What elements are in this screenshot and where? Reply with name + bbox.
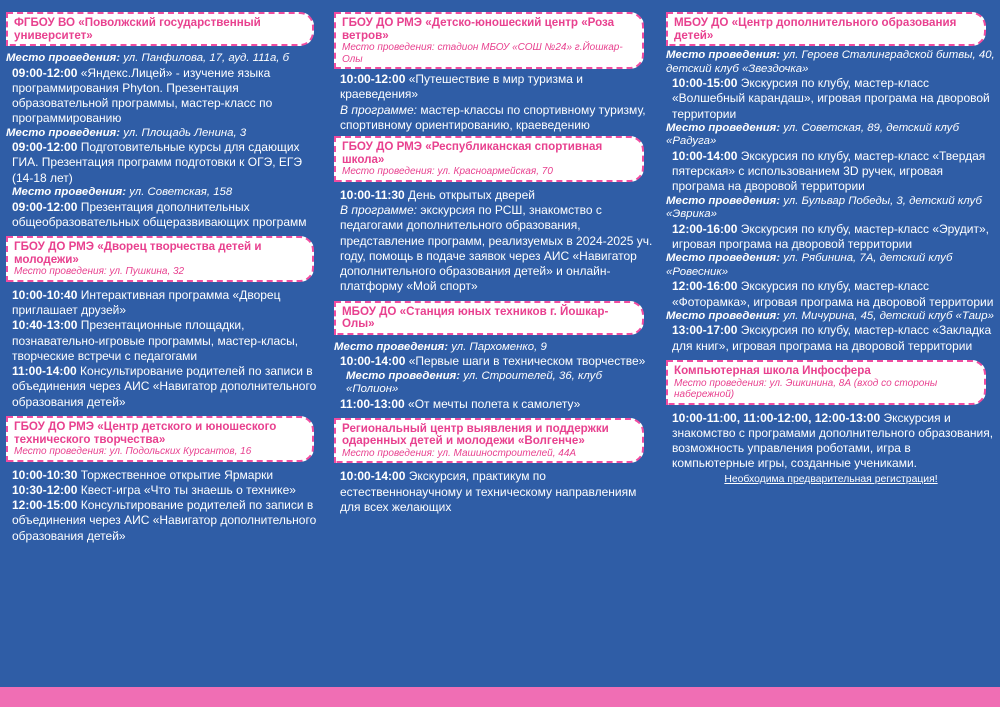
event-item: 10:00-10:40 Интерактивная программа «Дворец приглашает друзей» <box>12 287 281 317</box>
venue-line: Место проведения: ул. Пархоменко, 9 <box>334 340 547 353</box>
org-title: ГБОУ ДО РМЭ «Республиканская спортивная школа» <box>342 140 603 166</box>
org-card-syut <box>334 301 644 335</box>
org-card-roza-vetrov <box>334 12 644 69</box>
event-item: 10:00-14:00 Экскурсия, практикум по естественнонаучному и техническому направлениям для всех желающих <box>340 469 637 514</box>
venue-line: Место проведения: ул. Рябинина, 7А, детский клуб «Ровесник» <box>666 252 953 278</box>
program-line: В программе: мастер-классы по спортивному туризму, спортивному ориентированию, краеведению <box>340 102 646 132</box>
event-item: 10:30-12:00 Квест-игра «Что ты знаешь о технике» <box>12 482 296 497</box>
venue-line: Место проведения: ул. Панфилова, 17, ауд. 111а, б <box>6 52 290 64</box>
org-venue: Место проведения: стадион МБОУ «СОШ №24» г.Йошкар-Олы <box>342 42 623 65</box>
event-item: 10:00-12:00 «Путешествие в мир туризма и краеведения» <box>340 72 583 102</box>
org-venue: Место проведения: ул. Пушкина, 32 <box>14 266 185 278</box>
org-title: Региональный центр выявления и поддержки одаренных детей и молодежи «Волгенче» <box>342 421 609 448</box>
org-card-cdod <box>666 12 986 46</box>
event-item: 13:00-17:00 Экскурсия по клубу, мастер-класс «Закладка для книг», игровая програма на дворовой территории <box>672 323 992 353</box>
org-venue: Место проведения: ул. Эшкинина, 8А (вход со стороны набережной) <box>674 377 938 401</box>
event-item: 12:00-16:00 Экскурсия по клубу, мастер-класс «Фоторамка», игровая програма на дворовой территории <box>672 279 994 309</box>
org-card-infosfera <box>666 360 986 405</box>
bottom-bar <box>0 687 1000 707</box>
venue-line: Место проведения: ул. Героев Сталинградской битвы, 40, детский клуб «Звездочка» <box>666 49 995 75</box>
event-item: 10:00-11:30 День открытых дверей <box>340 187 535 202</box>
venue-line: Место проведения: ул. Бульвар Победы, 3, детский клуб «Эврика» <box>666 194 982 221</box>
event-item: 09:00-12:00 Подготовительные курсы для сдающих ГИА. Презентация программ подготовки к ОГЭ, ЕГЭ (14-18 лет) <box>12 140 302 185</box>
org-card-volgenche <box>334 418 644 464</box>
org-title: ГБОУ ДО РМЭ «Центр детского и юношеского технического творчества» <box>14 420 277 446</box>
event-item: 10:00-14:00 Экскурсия по клубу, мастер-класс «Твердая пятерская» с использованием 3D ручек, игровая програма на дворовой территории <box>672 148 986 194</box>
event-item: 10:00-11:00, 11:00-12:00, 12:00-13:00 Экскурсия и знакомство с програмами дополнительного образования, возможность управления роботами, игра в компьютерные игры, созданные учениками. <box>672 410 994 471</box>
org-title: МБОУ ДО «Станция юных техников г. Йошкар-Олы» <box>342 304 609 331</box>
event-item: 10:40-13:00 Презентационные площадки, познавательно-игровые программы, мастер-класы, творческие встречи с педагогами <box>12 318 299 363</box>
registration-note: Необходима предварительная регистрация! <box>724 473 938 485</box>
org-venue: Место проведения: ул. Красноармейская, 70 <box>342 166 553 178</box>
program-line: В программе: экскурсия по РСШ, знакомство с педагогами дополнительного образования, представление программ, реализуемых в 2024-2025 уч. году, помощь в подаче заявок через АИС «Навигатор дополнительного образования детей» и онлайн-платформу «Мой спорт» <box>340 202 653 294</box>
venue-line: Место проведения: ул. Советская, 89, детский клуб «Радуга» <box>666 121 959 148</box>
org-title: ГБОУ ДО РМЭ «Детско-юношеский центр «Роза ветров» <box>342 16 615 42</box>
venue-line: Место проведения: ул. Строителей, 36, клуб «Полион» <box>346 369 603 396</box>
event-item: 12:00-16:00 Экскурсия по клубу, мастер-класс «Эрудит», игровая програма на дворовой территории <box>672 221 989 252</box>
venue-line: Место проведения: ул. Советская, 158 <box>12 186 233 199</box>
org-title: ГБОУ ДО РМЭ «Дворец творчества детей и молодежи» <box>14 240 262 266</box>
org-card-pgu <box>6 12 314 46</box>
column-middle <box>334 12 654 515</box>
org-card-rsh <box>334 136 644 182</box>
event-item: 10:00-14:00 «Первые шаги в техническом творчестве» <box>340 354 646 369</box>
event-item: 09:00-12:00 «Яндекс.Лицей» - изучение языка программирования Phyton. Презентация образовательной программы, мастер-класс по программированию <box>12 65 273 126</box>
event-item: 11:00-14:00 Консультирование родителей по записи в объединения через АИС «Навигатор дополнительного образования детей» <box>12 364 317 409</box>
venue-line: Место проведения: ул. Площадь Ленина, 3 <box>6 126 247 139</box>
event-item: 10:00-10:30 Торжественное открытие Ярмарки <box>12 467 274 482</box>
org-card-cdyutt <box>6 416 314 462</box>
event-item: 09:00-12:00 Презентация дополнительных общеобразовательных общеразвивающих программ <box>12 199 307 229</box>
column-right <box>666 12 996 485</box>
org-title: Компьютерная школа Инфосфера <box>674 364 871 378</box>
venue-line: Место проведения: ул. Мичурина, 45, детский клуб «Таир» <box>666 309 994 322</box>
org-venue: Место проведения: ул. Подольских Курсантов, 16 <box>14 446 252 458</box>
org-title: ФГБОУ ВО «Поволжский государственный университет» <box>14 16 261 42</box>
event-item: 10:00-15:00 Экскурсия по клубу, мастер-класс «Волшебный карандаш», игровая програма на дворовой территории <box>672 76 990 121</box>
org-venue: Место проведения: ул. Машиностроителей, 44А <box>342 447 577 459</box>
org-title: МБОУ ДО «Центр дополнительного образования детей» <box>674 16 957 42</box>
event-item: 11:00-13:00 «От мечты полета к самолету» <box>340 396 581 411</box>
column-left <box>6 12 324 544</box>
event-item: 12:00-15:00 Консультирование родителей по записи в объединения через АИС «Навигатор дополнительного образования детей» <box>12 498 317 543</box>
org-card-dvorets <box>6 236 314 282</box>
